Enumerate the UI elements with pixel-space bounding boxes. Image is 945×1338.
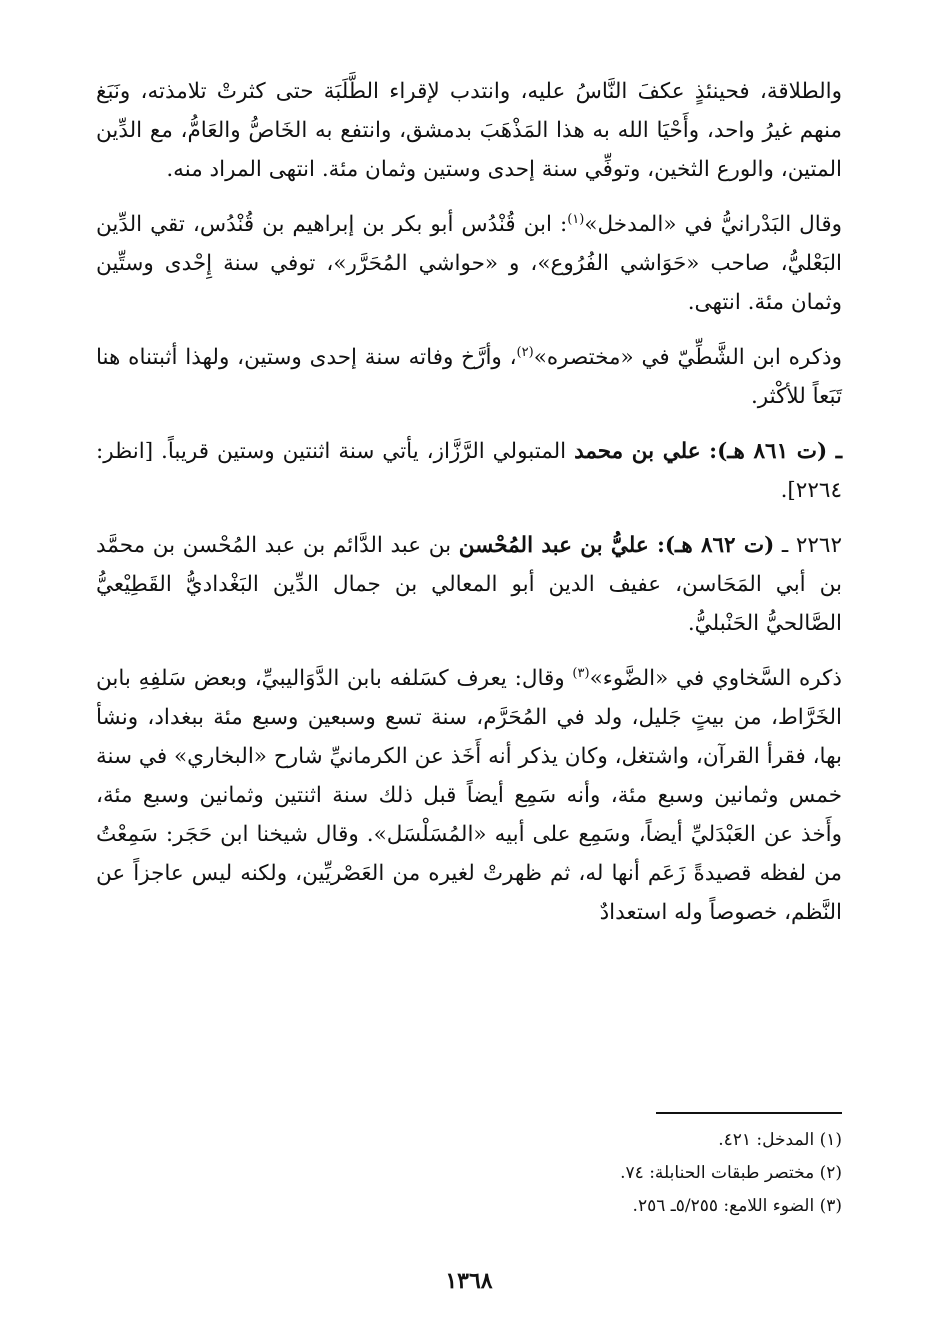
entry-lineage: بن عبد الدَّائم بن عبد المُحْسن بن محمَّد بن أبي المَحَاسن، عفيف الدين أبو المعالي بن جمال الدِّين البَغْداديُّ القَطِيْعيُّ الصَّالحيُّ الحَنْبليُّ.	[96, 533, 842, 636]
footnote-1: (١) المدخل: ٤٢١.	[718, 1130, 842, 1150]
footnote-3: (٣) الضوء اللامع: ٥/٢٥٥ـ ٢٥٦.	[632, 1196, 842, 1216]
paragraph-3-rest: ، وأرَّخ وفاته سنة إحدى وستين، ولهذا أثبتناه هنا تَبَعاً للأكْثر.	[96, 345, 842, 409]
entry-date: ـ (ت ٨٦١ هـ):	[700, 439, 842, 464]
paragraph-4	[96, 432, 842, 510]
footnotes	[96, 1124, 842, 1223]
footnote-ref-1: (١)	[567, 211, 585, 227]
entry-rest: المتبولي الرَّزَّاز، يأتي سنة اثنتين وستين قريباً. [انظر: ٢٢٦٤].	[96, 439, 842, 503]
main-text	[96, 72, 842, 932]
page-number: ١٣٦٨	[445, 1268, 493, 1294]
footnote-ref-2: (٢)	[516, 344, 534, 360]
paragraph-3	[96, 338, 842, 416]
entry-heading: (ت ٨٦٢ هـ): عليُّ بن عبد المُحْسن	[458, 533, 775, 558]
paragraph-1: والطلاقة، فحينئذٍ عكفَ النَّاسُ عليه، وانتدب لإقراء الطَّلَبَة حتى كثرتْ تلامذته، ونَبَغ منهم غيرُ واحد، وأَحْيَا الله به هذا المَذْهَبَ بدمشق، وانتفع به الخَاصُّ والعَامُّ، مع الدِّين المتين، والورع الثخين، وتوفِّي سنة إحدى وستين وثمان مئة. انتهى المراد منه.	[96, 79, 842, 182]
paragraph-3-start: وذكره ابن الشَّطِّيّ في «مختصره»	[533, 345, 842, 370]
paragraph-2-rest: : ابن قُنْدُس أبو بكر بن إبراهيم بن قُنْدُس، تقي الدِّين البَعْليُّ، صاحب «حَوَاشي الفُرُوع»، و «حواشي المُحَرَّر»، توفي سنة إِحْدى وستِّين وثمان مئة. انتهى.	[96, 212, 842, 315]
paragraph-2-start: وقال البَدْرانيُّ في «المدخل»	[584, 212, 842, 237]
paragraph-6-rest: وقال: يعرف كسَلفه بابن الدَّوَاليبيِّ، وبعض سَلفِهِ بابن الخَرَّاط، من بيتٍ جَليل، ولد في المُحَرَّم، سنة تسع وسبعين وسبع مئة ببغداد، ونشأ بها، فقرأ القرآن، واشتغل، وكان يذكر أنه أَخَذ عن الكرمانيِّ شارح «البخاري» في سنة خمس وثمانين وسبع مئة، وأنه سَمِع أيضاً قبل ذلك سنة اثنتين وثمانين وسبع مئة، وأَخذ عن العَبْدَليِّ أيضاً، وسَمِع على أبيه «المُسَلْسَل». وقال شيخنا ابن حَجَر: سَمِعْتُ من لفظه قصيدةً زَعَم أنها له، ثم ظهرتْ لغيره من العَصْريِّين، ولكنه ليس عاجزاً عن النَّظم، خصوصاً وله استعدادٌ	[96, 666, 842, 925]
paragraph-2	[96, 205, 842, 322]
paragraph-5	[96, 526, 842, 643]
paragraph-6	[96, 659, 842, 932]
paragraph-6-start: ذكره السَّخاوي في «الضَّوء»	[589, 666, 842, 691]
footnote-divider	[656, 1112, 842, 1114]
entry-name: علي بن محمد	[574, 439, 701, 464]
entry-number: ٢٢٦٢ ـ	[774, 533, 843, 558]
footnote-2: (٢) مختصر طبقات الحنابلة: ٧٤.	[620, 1163, 842, 1183]
footnote-ref-3: (٣)	[572, 665, 590, 681]
document-page	[96, 72, 842, 1312]
